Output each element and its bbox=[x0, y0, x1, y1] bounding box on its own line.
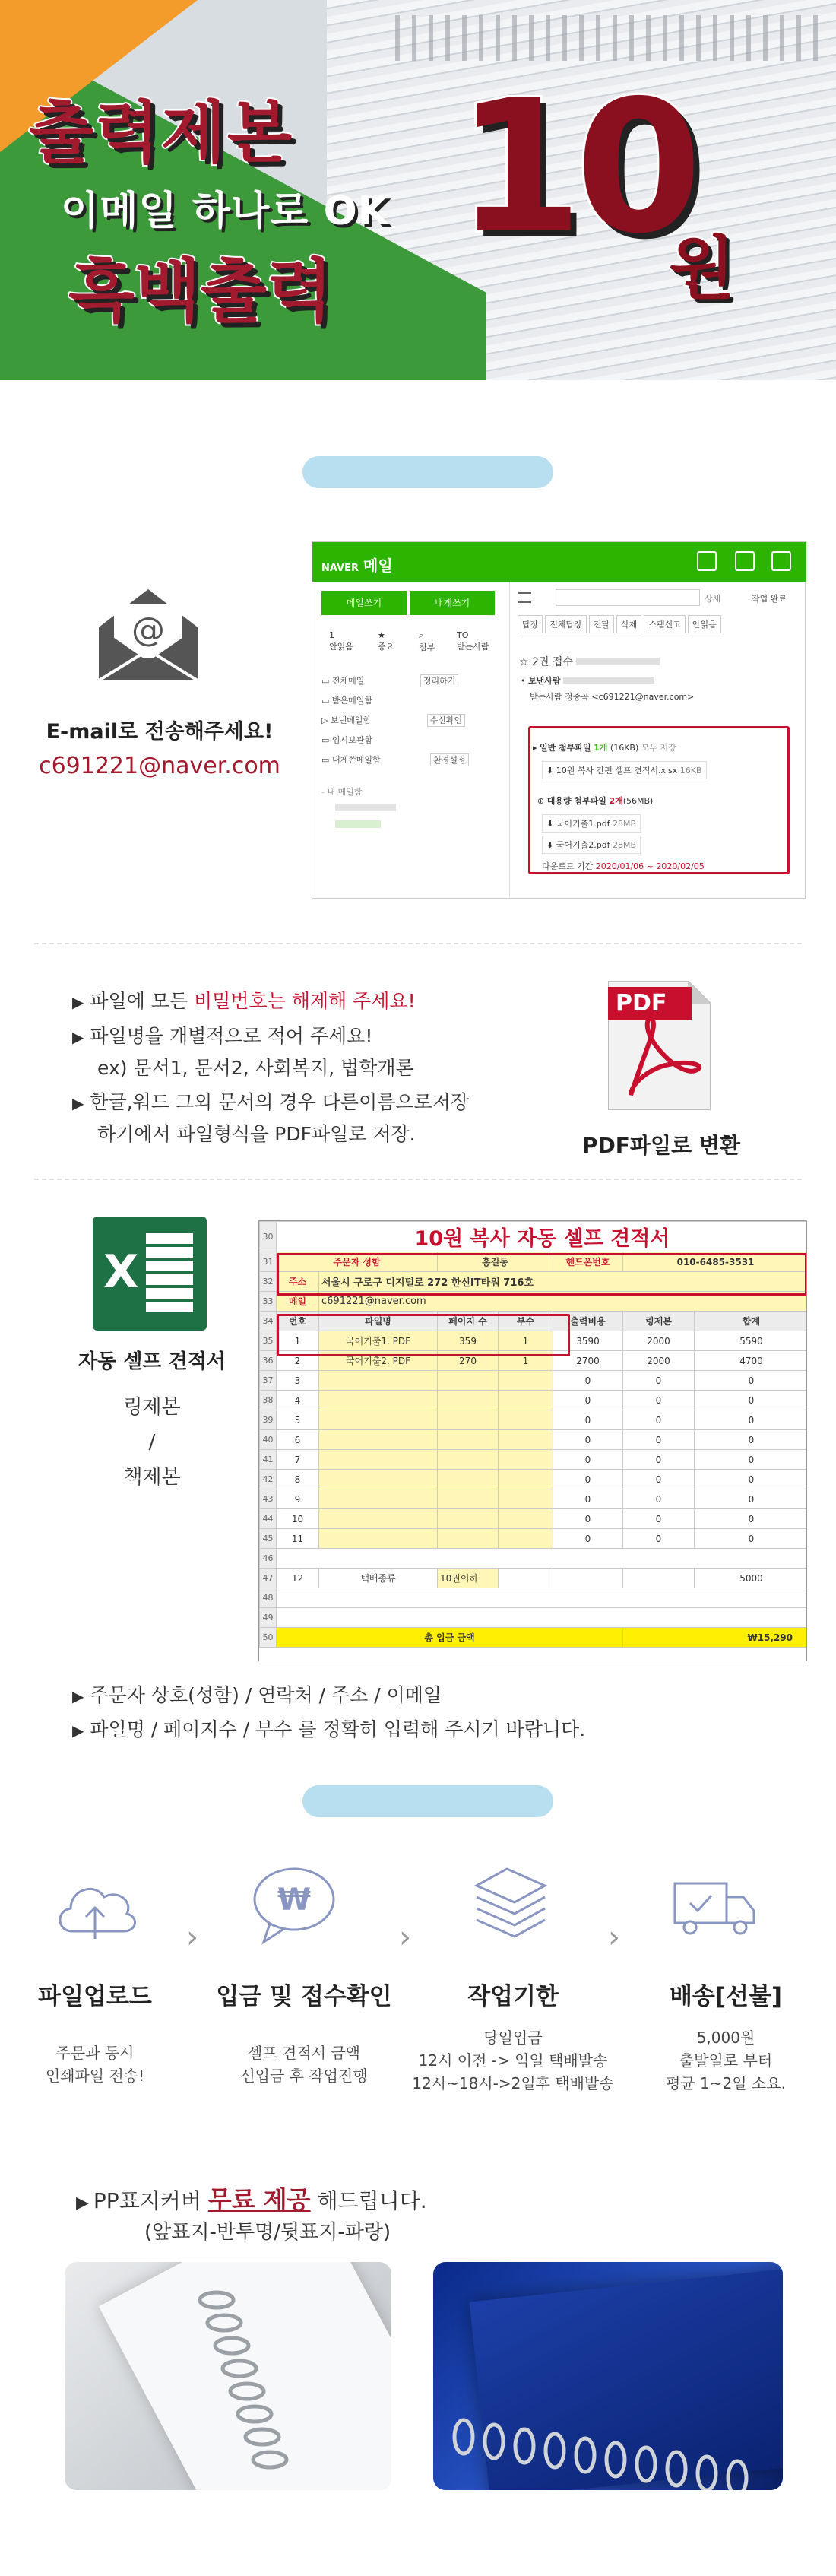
sheet-cell: 3 bbox=[277, 1371, 319, 1391]
chevron-right-icon: › bbox=[399, 1920, 411, 1955]
sheet-cell[interactable]: 270 bbox=[438, 1351, 499, 1371]
sheet-cell: 0 bbox=[695, 1371, 808, 1391]
sheet-cell: 0 bbox=[695, 1450, 808, 1470]
sheet-cell: 0 bbox=[695, 1529, 808, 1549]
sheet-cell: 5 bbox=[277, 1410, 319, 1430]
blurred-folder bbox=[335, 820, 381, 828]
step-desc-deadline: 당일입금 12시 이전 -> 익일 택배발송 12시~18시->2일후 택배발송 bbox=[412, 2029, 614, 2092]
section-pill bbox=[302, 456, 553, 488]
col-sum: 합계 bbox=[695, 1312, 808, 1331]
sheet-cell: 4700 bbox=[695, 1351, 808, 1371]
mail-search-input[interactable] bbox=[556, 589, 700, 606]
hero-title-email: 이메일 하나로 OK bbox=[61, 189, 390, 234]
folder-self[interactable]: ▭ 내게쓴메일함 환경설정 bbox=[321, 753, 469, 766]
naver-mail-sidebar bbox=[312, 582, 510, 899]
delete-button[interactable]: 삭제 bbox=[616, 615, 641, 633]
paper-stack-icon bbox=[465, 1863, 556, 1946]
sheet-filename-cell[interactable] bbox=[319, 1529, 438, 1549]
sheet-cell: 4 bbox=[277, 1391, 319, 1410]
sheet-item-row: 43 9 0 0 0 bbox=[260, 1489, 808, 1509]
folder-inbox[interactable]: ▭ 받은메일함 bbox=[321, 696, 373, 706]
sheet-cell[interactable] bbox=[438, 1529, 499, 1549]
ring-binding-label: 링제본 bbox=[123, 1396, 181, 1419]
sheet-cell[interactable] bbox=[499, 1529, 553, 1549]
sheet-cell: 10 bbox=[277, 1509, 319, 1529]
quote-spreadsheet: 30 10원 복사 자동 셀프 견적서 31 주문자 성함 홍길동 핸드폰번호 010-6485-3531 32 주소 서울시 구로구 디지털로 272 한신IT타워 716호 33 메일 c691221@naver.com 34 번호 파일명 페이지 수 부수 출력비용 링제본 합계 35 1 국어기출1. PDF 359 1 3590 2000 5590 36 2 국어기출2. PDF 270 1 2700 2000 4700 37 3 0 0 0 38 4 0 0 0 39 5 0 0 0 40 6 0 0 0 41 7 0 0 0 42 8 0 0 0 43 9 0 0 0 44 10 0 0 0 45 11 0 0 0 46 47 12 택배종류 10권이하 5000 48 49 50 총 입금 금액 ₩15,290 bbox=[258, 1220, 807, 1661]
step-desc-upload: 주문과 동시 인쇄파일 전송! bbox=[45, 2044, 145, 2085]
reply-all-button[interactable]: 전체답장 bbox=[545, 615, 587, 633]
cloud-upload-icon bbox=[49, 1867, 141, 1950]
svg-text:₩: ₩ bbox=[277, 1883, 312, 1918]
sheet-cell: 0 bbox=[553, 1529, 623, 1549]
hero-price-number: 10 bbox=[456, 61, 695, 274]
sheet-filename-cell[interactable] bbox=[319, 1509, 438, 1529]
sheet-cell: 0 bbox=[623, 1489, 695, 1509]
sheet-cell: 11 bbox=[277, 1529, 319, 1549]
sheet-item-row: 42 8 0 0 0 bbox=[260, 1470, 808, 1489]
sheet-cell: 0 bbox=[623, 1509, 695, 1529]
pp-cover-title: ▶ PP표지커버 무료 제공 해드립니다. bbox=[76, 2185, 427, 2214]
sender-row: • 보낸사람 bbox=[521, 674, 654, 687]
col-filename: 파일명 bbox=[319, 1312, 438, 1331]
sheet-cell[interactable]: 1 bbox=[499, 1331, 553, 1351]
quick-attach[interactable]: ⌕ 첨부 bbox=[419, 630, 435, 652]
big-file-1[interactable]: ⬇ 국어기출1.pdf 28MB bbox=[542, 814, 641, 833]
section-pill bbox=[302, 1785, 553, 1817]
sheet-cell[interactable]: 359 bbox=[438, 1331, 499, 1351]
sheet-cell: 2000 bbox=[623, 1351, 695, 1371]
sheet-cell: 0 bbox=[553, 1410, 623, 1430]
ship-cost: 5000 bbox=[695, 1569, 808, 1588]
write-mail-button[interactable]: 메일쓰기 bbox=[321, 591, 407, 615]
sheet-cell[interactable] bbox=[438, 1470, 499, 1489]
quick-to[interactable]: TO 받는사람 bbox=[457, 630, 489, 652]
calendar-icon[interactable] bbox=[735, 551, 755, 571]
step-desc-payment: 셀프 견적서 금액 선입금 후 작업진행 bbox=[240, 2044, 368, 2085]
sheet-cell: 0 bbox=[623, 1410, 695, 1430]
sheet-filename-cell[interactable] bbox=[319, 1391, 438, 1410]
total-label: 총 입금 금액 bbox=[277, 1628, 623, 1648]
mail-label: 메일 bbox=[277, 1292, 319, 1312]
sheet-cell: 6 bbox=[277, 1430, 319, 1450]
sheet-item-row: 35 1 국어기출1. PDF 359 1 3590 2000 5590 bbox=[260, 1331, 808, 1351]
envelope-at-icon bbox=[91, 574, 205, 688]
spam-button[interactable]: 스팸신고 bbox=[644, 615, 686, 633]
sheet-cell: 0 bbox=[695, 1509, 808, 1529]
chevron-right-icon: › bbox=[608, 1920, 620, 1955]
sheet-cell: 0 bbox=[695, 1430, 808, 1450]
mail-toolbar bbox=[518, 615, 721, 633]
step-title-deadline: 작업기한 bbox=[467, 1983, 559, 2010]
sheet-cell: 0 bbox=[553, 1470, 623, 1489]
reply-button[interactable]: 답장 bbox=[518, 615, 543, 633]
excel-icon-letter: X bbox=[103, 1245, 139, 1299]
sheet-cell: 0 bbox=[623, 1371, 695, 1391]
sheet-cell: 0 bbox=[553, 1371, 623, 1391]
book-binding-label: 책제본 bbox=[123, 1466, 181, 1489]
sheet-title: 10원 복사 자동 셀프 견적서 bbox=[277, 1222, 808, 1252]
naver-mail-header bbox=[312, 542, 806, 582]
hero-price-unit: 원 bbox=[669, 229, 735, 309]
sheet-cell: 7 bbox=[277, 1450, 319, 1470]
col-copies: 부수 bbox=[499, 1312, 553, 1331]
sheet-cell: 3590 bbox=[553, 1331, 623, 1351]
sheet-item-row: 36 2 국어기출2. PDF 270 1 2700 2000 4700 bbox=[260, 1351, 808, 1371]
sheet-cell[interactable] bbox=[438, 1430, 499, 1450]
customer-info-highlight bbox=[277, 1253, 807, 1296]
pp-cover-sub: (앞표지-반투명/뒷표지-파랑) bbox=[144, 2221, 391, 2244]
done-button[interactable]: 작업 완료 bbox=[752, 594, 787, 604]
mail-value[interactable]: c691221@naver.com bbox=[319, 1292, 808, 1312]
naver-mail-reader bbox=[510, 582, 806, 899]
bullet-hwp-2: 하기에서 파일형식을 PDF파일로 저장. bbox=[97, 1123, 416, 1145]
col-ring: 링제본 bbox=[623, 1312, 695, 1331]
ship-row-number: 12 bbox=[277, 1569, 319, 1588]
big-attach-header: ⊕ 대용량 첨부파일 2개(56MB) bbox=[537, 796, 654, 806]
sheet-cell: 0 bbox=[623, 1529, 695, 1549]
attach-header: ▸ 일반 첨부파일 1개 (16KB) 모두 저장 bbox=[533, 743, 676, 753]
sheet-cell[interactable] bbox=[438, 1489, 499, 1509]
sheet-item-row: 44 10 0 0 0 bbox=[260, 1509, 808, 1529]
quick-unread[interactable]: 1 안읽음 bbox=[329, 630, 353, 652]
addr-label: 주소 bbox=[277, 1272, 319, 1292]
sheet-cell[interactable] bbox=[438, 1509, 499, 1529]
sheet-cell: 0 bbox=[623, 1430, 695, 1450]
bullet-password: ▶ 파일에 모든 비밀번호는 해제해 주세요! bbox=[72, 990, 416, 1012]
sheet-cell: 0 bbox=[695, 1489, 808, 1509]
sheet-cell: 0 bbox=[695, 1470, 808, 1489]
chevron-right-icon: › bbox=[186, 1920, 198, 1955]
sheet-cell[interactable] bbox=[438, 1391, 499, 1410]
sheet-cell: 0 bbox=[623, 1450, 695, 1470]
free-badge: 무료 제공 bbox=[207, 2185, 311, 2214]
sheet-filename-cell[interactable] bbox=[319, 1371, 438, 1391]
sheet-cell[interactable]: 1 bbox=[499, 1351, 553, 1371]
sheet-cell[interactable] bbox=[499, 1470, 553, 1489]
note-file: ▶ 파일명 / 페이지수 / 부수 를 정확히 입력해 주시기 바랍니다. bbox=[72, 1718, 586, 1740]
sheet-cell: 0 bbox=[553, 1509, 623, 1529]
sheet-cell[interactable] bbox=[438, 1450, 499, 1470]
hero-title-bw: 흑백출력 bbox=[68, 252, 333, 332]
addr-value[interactable]: 서울시 구로구 디지털로 272 한신IT타워 716호 bbox=[319, 1272, 808, 1292]
bullet-hwp: ▶ 한글,워드 그외 문서의 경우 다른이름으로저장 bbox=[72, 1091, 469, 1113]
sheet-item-row: 39 5 0 0 0 bbox=[260, 1410, 808, 1430]
sheet-cell: 9 bbox=[277, 1489, 319, 1509]
col-print-cost: 출력비용 bbox=[553, 1312, 623, 1331]
sheet-cell: 0 bbox=[623, 1391, 695, 1410]
mail-icon[interactable] bbox=[697, 551, 717, 571]
sheet-filename-cell[interactable] bbox=[319, 1410, 438, 1430]
ship-value[interactable]: 10권이하 bbox=[438, 1569, 499, 1588]
attachment-highlight bbox=[528, 726, 790, 874]
sheet-cell[interactable] bbox=[499, 1391, 553, 1410]
menu-icon[interactable] bbox=[518, 592, 531, 603]
ship-label: 택배종류 bbox=[319, 1569, 438, 1588]
naver-logo: NAVER 메일 bbox=[321, 557, 393, 575]
pdf-icon bbox=[608, 981, 711, 1110]
self-quote-label: 자동 셀프 견적서 bbox=[78, 1350, 226, 1373]
delivery-truck-icon bbox=[669, 1867, 760, 1950]
sheet-item-row: 41 7 0 0 0 bbox=[260, 1450, 808, 1470]
pdf-badge-text: PDF bbox=[616, 990, 667, 1017]
sheet-filename-cell[interactable] bbox=[319, 1489, 438, 1509]
sheet-cell: 2000 bbox=[623, 1331, 695, 1351]
email-address[interactable]: c691221@naver.com bbox=[39, 753, 280, 779]
binding-types bbox=[53, 1390, 251, 1495]
won-speech-icon bbox=[247, 1863, 338, 1946]
write-self-button[interactable]: 내게쓰기 bbox=[410, 591, 495, 615]
sheet-cell[interactable] bbox=[438, 1410, 499, 1430]
svg-text:@: @ bbox=[131, 611, 165, 649]
divider bbox=[34, 1179, 802, 1180]
bullet-example: ex) 문서1, 문서2, 사회복지, 법학개론 bbox=[97, 1057, 414, 1079]
col-pages: 페이지 수 bbox=[438, 1312, 499, 1331]
unread-button[interactable]: 안읽음 bbox=[688, 615, 721, 633]
sheet-item-row: 40 6 0 0 0 bbox=[260, 1430, 808, 1450]
sheet-cell: 0 bbox=[623, 1470, 695, 1489]
phone-value[interactable]: 010-6485-3531 bbox=[623, 1252, 808, 1272]
sheet-item-row: 38 4 0 0 0 bbox=[260, 1391, 808, 1410]
step-title-delivery: 배송[선불] bbox=[669, 1983, 783, 2010]
sheet-cell: 0 bbox=[553, 1450, 623, 1470]
sheet-cell[interactable] bbox=[499, 1450, 553, 1470]
sheet-cell: 0 bbox=[695, 1391, 808, 1410]
sheet-cell: 8 bbox=[277, 1470, 319, 1489]
sheet-cell[interactable] bbox=[499, 1430, 553, 1450]
sheet-cell[interactable] bbox=[499, 1489, 553, 1509]
excel-icon bbox=[93, 1217, 207, 1331]
sheet-cell: 5590 bbox=[695, 1331, 808, 1351]
step-title-upload: 파일업로드 bbox=[38, 1983, 152, 2010]
sheet-cell[interactable] bbox=[499, 1371, 553, 1391]
step-title-payment: 입금 및 접수확인 bbox=[216, 1983, 392, 2010]
naver-mail-screenshot bbox=[312, 541, 806, 899]
note-customer: ▶ 주문자 상호(성함) / 연락처 / 주소 / 이메일 bbox=[72, 1684, 442, 1706]
email-send-label: E-mail로 전송해주세요! bbox=[46, 720, 274, 744]
folder-draft[interactable]: ▭ 임시보관함 bbox=[321, 735, 373, 745]
file-info-highlight bbox=[277, 1314, 570, 1356]
sheet-cell: 0 bbox=[553, 1391, 623, 1410]
sheet-filename-cell[interactable]: 국어기출1. PDF bbox=[319, 1331, 438, 1351]
sheet-cell: 2700 bbox=[553, 1351, 623, 1371]
white-cover-photo bbox=[65, 2262, 391, 2490]
sheet-filename-cell[interactable] bbox=[319, 1450, 438, 1470]
sheet-item-row: 37 3 0 0 0 bbox=[260, 1371, 808, 1391]
step-desc-delivery: 5,000원 출발일로 부터 평균 1~2일 소요. bbox=[666, 2029, 786, 2092]
sheet-cell: 2 bbox=[277, 1351, 319, 1371]
attach-file[interactable]: ⬇ 10원 복사 간편 셀프 견적서.xlsx 16KB bbox=[542, 761, 707, 779]
hero-title-binding: 출력제본 bbox=[29, 94, 294, 172]
folder-sent[interactable]: ▷ 보낸메일함 수신확인 bbox=[321, 714, 465, 726]
sheet-cell: 1 bbox=[277, 1331, 319, 1351]
phone-label: 핸드폰번호 bbox=[553, 1252, 623, 1272]
sheet-filename-cell[interactable] bbox=[319, 1470, 438, 1489]
total-value: ₩15,290 bbox=[623, 1628, 808, 1648]
sheet-filename-cell[interactable]: 국어기출2. PDF bbox=[319, 1351, 438, 1371]
pdf-convert-label: PDF파일로 변환 bbox=[582, 1133, 740, 1158]
orderer-label: 주문자 성함 bbox=[277, 1252, 438, 1272]
divider bbox=[34, 943, 802, 944]
big-file-2[interactable]: ⬇ 국어기출2.pdf 28MB bbox=[542, 836, 641, 854]
sheet-cell: 0 bbox=[553, 1489, 623, 1509]
bullet-filename: ▶ 파일명을 개별적으로 적어 주세요! bbox=[72, 1025, 373, 1047]
sheet-item-row: 45 11 0 0 0 bbox=[260, 1529, 808, 1549]
sheet-cell[interactable] bbox=[499, 1410, 553, 1430]
receiver-row: 받는사람 정중곡 <c691221@naver.com> bbox=[530, 692, 695, 702]
hero-banner bbox=[0, 0, 836, 380]
sheet-cell: 0 bbox=[553, 1430, 623, 1450]
list-icon[interactable] bbox=[771, 551, 791, 571]
mail-subject: ☆ 2권 접수 bbox=[519, 654, 660, 669]
blurred-folder bbox=[335, 804, 396, 811]
quick-important[interactable]: ★ 중요 bbox=[378, 630, 394, 652]
col-number: 번호 bbox=[277, 1312, 319, 1331]
binding-rings bbox=[395, 15, 821, 61]
binding-separator: / bbox=[148, 1431, 156, 1454]
sheet-cell: 0 bbox=[695, 1410, 808, 1430]
orderer-value[interactable]: 홍길동 bbox=[438, 1252, 553, 1272]
sheet-filename-cell[interactable] bbox=[319, 1430, 438, 1450]
sheet-cell[interactable] bbox=[499, 1509, 553, 1529]
blue-cover-photo bbox=[433, 2262, 783, 2490]
folder-all[interactable]: ▭ 전체메일 정리하기 bbox=[321, 674, 458, 687]
download-period: 다운로드 기간 2020/01/06 ~ 2020/02/05 bbox=[542, 861, 705, 871]
search-detail[interactable]: 상세 bbox=[705, 594, 721, 604]
forward-button[interactable]: 전달 bbox=[589, 615, 614, 633]
sheet-cell[interactable] bbox=[438, 1371, 499, 1391]
folder-mine[interactable]: - 내 메일함 bbox=[321, 787, 363, 797]
